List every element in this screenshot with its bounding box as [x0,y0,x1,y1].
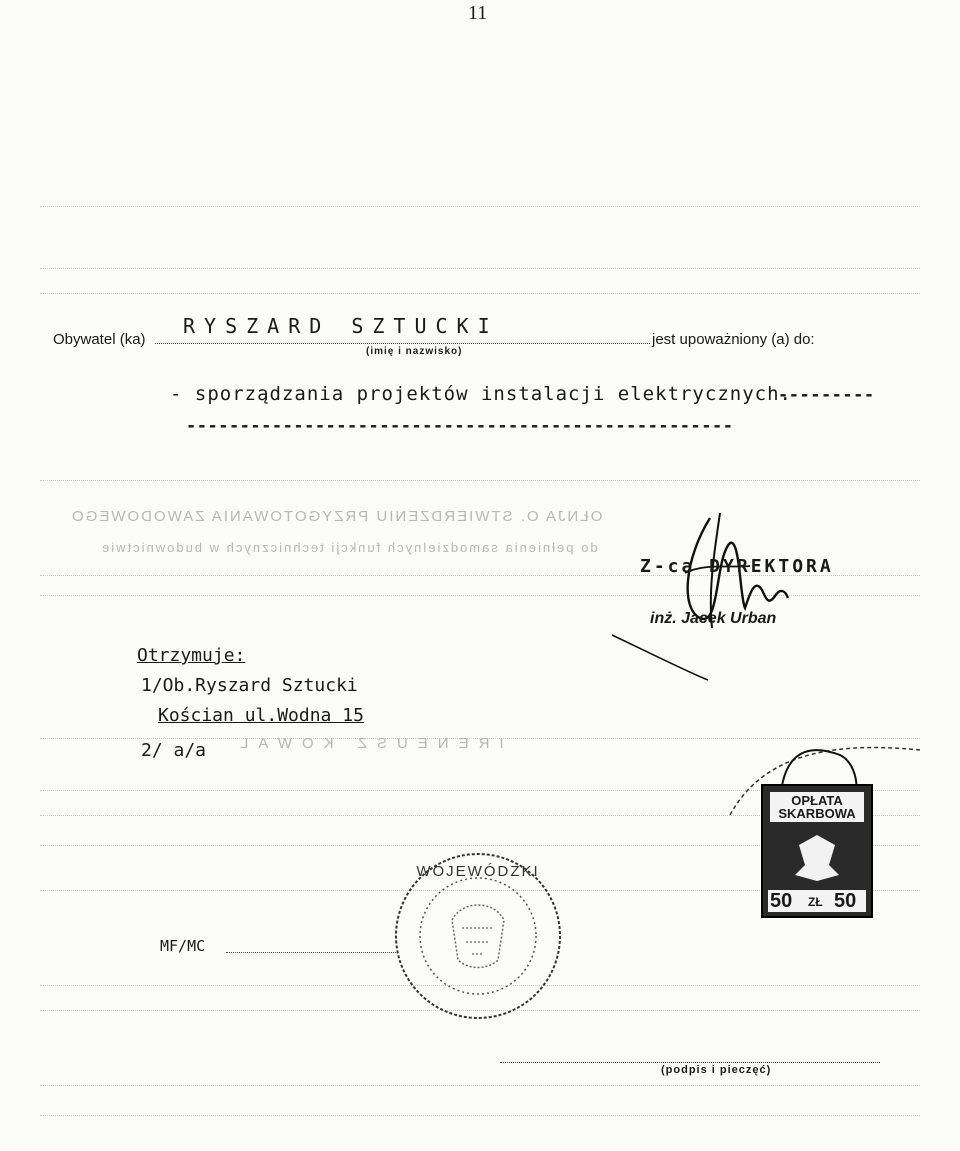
recipient-line: 2/ a/a [141,740,207,761]
scan-artifact-line [40,206,920,208]
page-number: 11 [468,2,488,24]
dash-line: --------------------------------------------------- [186,416,734,436]
signature-caption: (podpis i pieczęć) [661,1064,772,1076]
reference-dotted-line [226,952,396,953]
signatory-name: inż. Jacek Urban [650,610,777,627]
citizen-label: Obywatel (ka) [53,331,146,348]
recipient-line: Kościan ul.Wodna 15 [158,705,364,726]
authorized-label: jest upoważniony (a) do: [652,331,815,348]
scan-artifact-line [40,293,920,295]
scope-dashes: --------- [778,385,875,405]
bleed-through-text: IRENEUSZ KOWAL [230,735,504,752]
handwritten-signature [590,498,890,688]
name-dotted-line [155,343,650,344]
signature-dotted-line [500,1062,880,1063]
revenue-stamp-title: OPŁATA SKARBOWA [778,793,856,821]
scan-artifact-line [40,1085,920,1087]
signature-block [590,498,890,688]
revenue-stamp-currency: ZŁ [808,895,823,909]
name-caption: (imię i nazwisko) [366,346,463,357]
recipients-heading: Otrzymuje: [137,645,246,666]
revenue-stamp-value-left: 50 [770,890,793,912]
scan-artifact-line [40,480,920,482]
revenue-stamp [700,740,950,940]
signatory-role: Z-ca DYREKTORA [640,556,834,577]
recipient-line: 1/Ob.Ryszard Sztucki [141,675,358,696]
stamp-seal-icon [392,850,564,1022]
round-official-stamp [392,850,564,1022]
stamp-text: WOJEWÓDZKI [416,863,540,880]
revenue-stamp-value-right: 50 [834,890,857,912]
bleed-through-text: do pełnienia samodzielnych funkcji technicznych w budownictwie [100,540,598,555]
authorization-scope: - sporządzania projektów instalacji elektrycznych. [170,383,792,405]
citizen-name: RYSZARD SZTUCKI [183,314,499,338]
revenue-stamp-icon [700,740,950,940]
scan-artifact-line [40,1115,920,1117]
scan-artifact-line [40,268,920,270]
bleed-through-text: OŁNJA O. STWIERDZENIU PRZYGOTOWANIA ZAWODOWEGO [70,508,603,525]
document-reference: MF/MC [160,937,206,955]
